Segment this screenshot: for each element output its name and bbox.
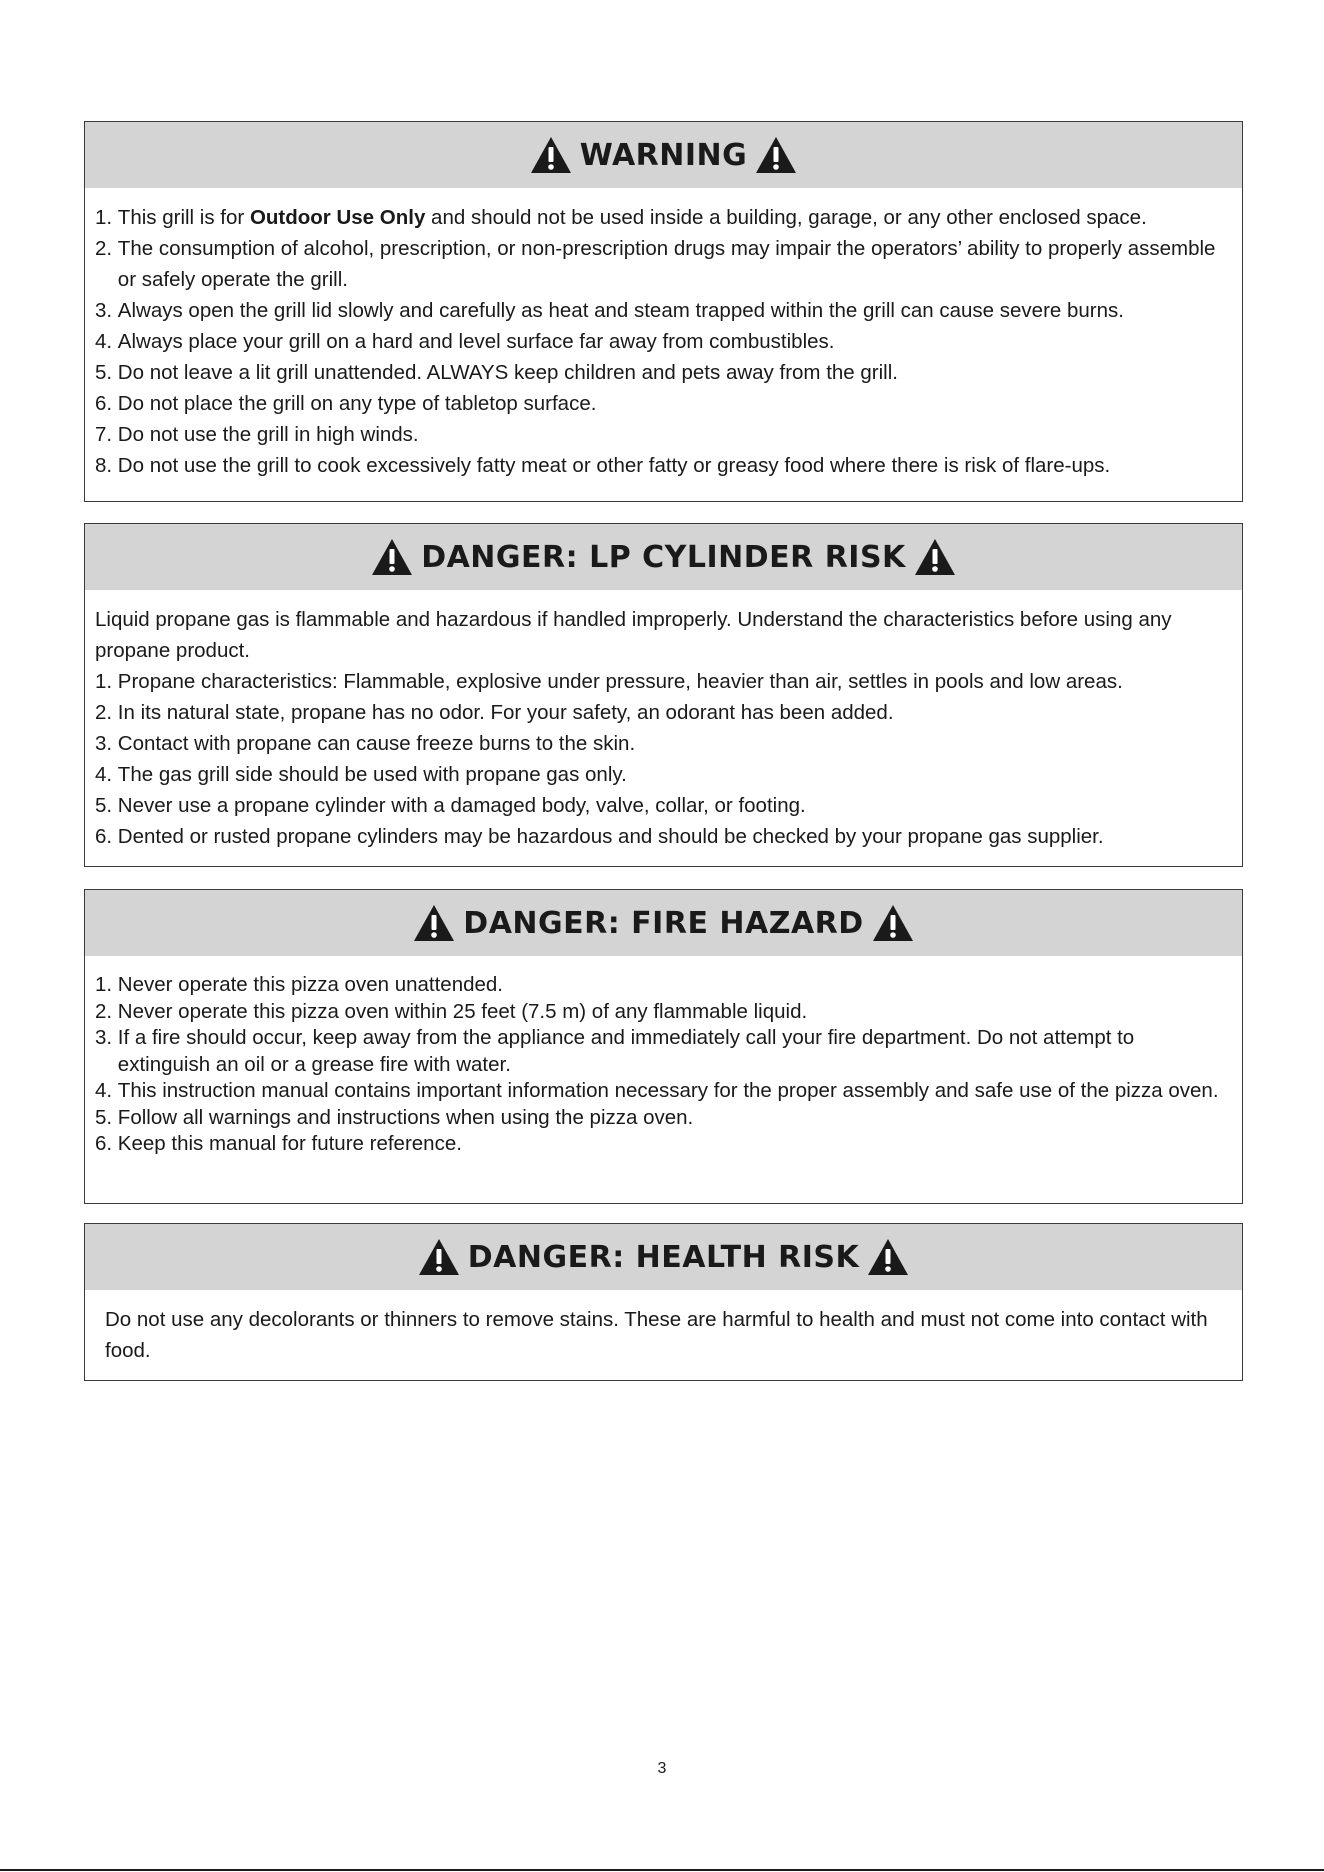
list-item: 3. Always open the grill lid slowly and carefully as heat and steam trapped within the grill can cause severe burns.	[95, 299, 1124, 322]
list-item: 6. Do not place the grill on any type of tabletop surface.	[95, 392, 597, 415]
list-item: 6. Dented or rusted propane cylinders may be hazardous and should be checked by your propane gas supplier.	[95, 825, 1104, 848]
health-risk-box	[84, 1223, 1243, 1381]
list-item: 1. Never operate this pizza oven unattended.	[95, 973, 503, 996]
list-item: 2. Never operate this pizza oven within 25 feet (7.5 m) of any flammable liquid.	[95, 999, 808, 1023]
list-item: 6. Keep this manual for future reference.	[95, 1132, 462, 1155]
warning-triangle-icon	[914, 538, 956, 576]
warning-triangle-icon	[867, 1238, 909, 1276]
warning-triangle-icon	[413, 904, 455, 942]
page-number: 3	[657, 1760, 667, 1777]
list-item: 2. The consumption of alcohol, prescription, or non-prescription drugs may impair the operators’ ability to properly assemble or safely operate the grill.	[95, 237, 1216, 291]
fire-hazard-list	[85, 956, 1242, 1168]
fire-hazard-box	[84, 889, 1243, 1204]
bottom-rule	[0, 1869, 1324, 1871]
list-item: 8. Do not use the grill to cook excessively fatty meat or other fatty or greasy food where there is risk of flare-ups.	[95, 454, 1111, 477]
fire-hazard-header	[85, 890, 1242, 956]
list-item: 5. Never use a propane cylinder with a damaged body, valve, collar, or footing.	[95, 794, 806, 817]
lp-cylinder-header	[85, 524, 1242, 590]
warning-title: WARNING	[579, 137, 748, 173]
warning-list	[85, 188, 1242, 491]
warning-triangle-icon	[872, 904, 914, 942]
warning-box	[84, 121, 1243, 502]
list-item: 1. This grill is for Outdoor Use Only and should not be used inside a building, garage, or any other enclosed space.	[95, 206, 1147, 229]
lp-intro: Liquid propane gas is flammable and hazardous if handled improperly. Understand the characteristics before using any propane product.	[95, 608, 1172, 662]
warning-triangle-icon	[530, 136, 572, 174]
list-item: 4. The gas grill side should be used with propane gas only.	[95, 763, 627, 786]
fire-hazard-title: DANGER: FIRE HAZARD	[463, 905, 864, 941]
warning-triangle-icon	[371, 538, 413, 576]
warning-triangle-icon	[755, 136, 797, 174]
list-item: 5. Do not leave a lit grill unattended. ALWAYS keep children and pets away from the grill.	[95, 361, 898, 384]
health-risk-title: DANGER: HEALTH RISK	[467, 1239, 860, 1275]
lp-cylinder-title: DANGER: LP CYLINDER RISK	[421, 539, 906, 575]
list-item: 5. Follow all warnings and instructions when using the pizza oven.	[95, 1105, 694, 1129]
list-item: 7. Do not use the grill in high winds.	[95, 423, 419, 446]
health-risk-header	[85, 1224, 1242, 1290]
warning-triangle-icon	[418, 1238, 460, 1276]
lp-cylinder-box	[84, 523, 1243, 867]
list-item: 4. This instruction manual contains important information necessary for the proper assembly and safe use of the pizza oven.	[95, 1079, 1219, 1102]
health-risk-text: Do not use any decolorants or thinners to remove stains. These are harmful to health and must not come into contact with food.	[105, 1308, 1208, 1362]
outdoor-use-emphasis: Outdoor Use Only	[249, 206, 426, 229]
lp-cylinder-list	[85, 590, 1242, 862]
list-item: 3. Contact with propane can cause freeze burns to the skin.	[95, 732, 636, 755]
list-item: 4. Always place your grill on a hard and level surface far away from combustibles.	[95, 330, 835, 353]
list-item: 1. Propane characteristics: Flammable, explosive under pressure, heavier than air, settles in pools and low areas.	[95, 670, 1123, 693]
list-item: 3. If a fire should occur, keep away from the appliance and immediately call your fire department. Do not attempt to extinguish an oil or a grease fire with water.	[95, 1026, 1135, 1076]
warning-header	[85, 122, 1242, 188]
list-item: 2. In its natural state, propane has no odor. For your safety, an odorant has been added.	[95, 701, 894, 724]
